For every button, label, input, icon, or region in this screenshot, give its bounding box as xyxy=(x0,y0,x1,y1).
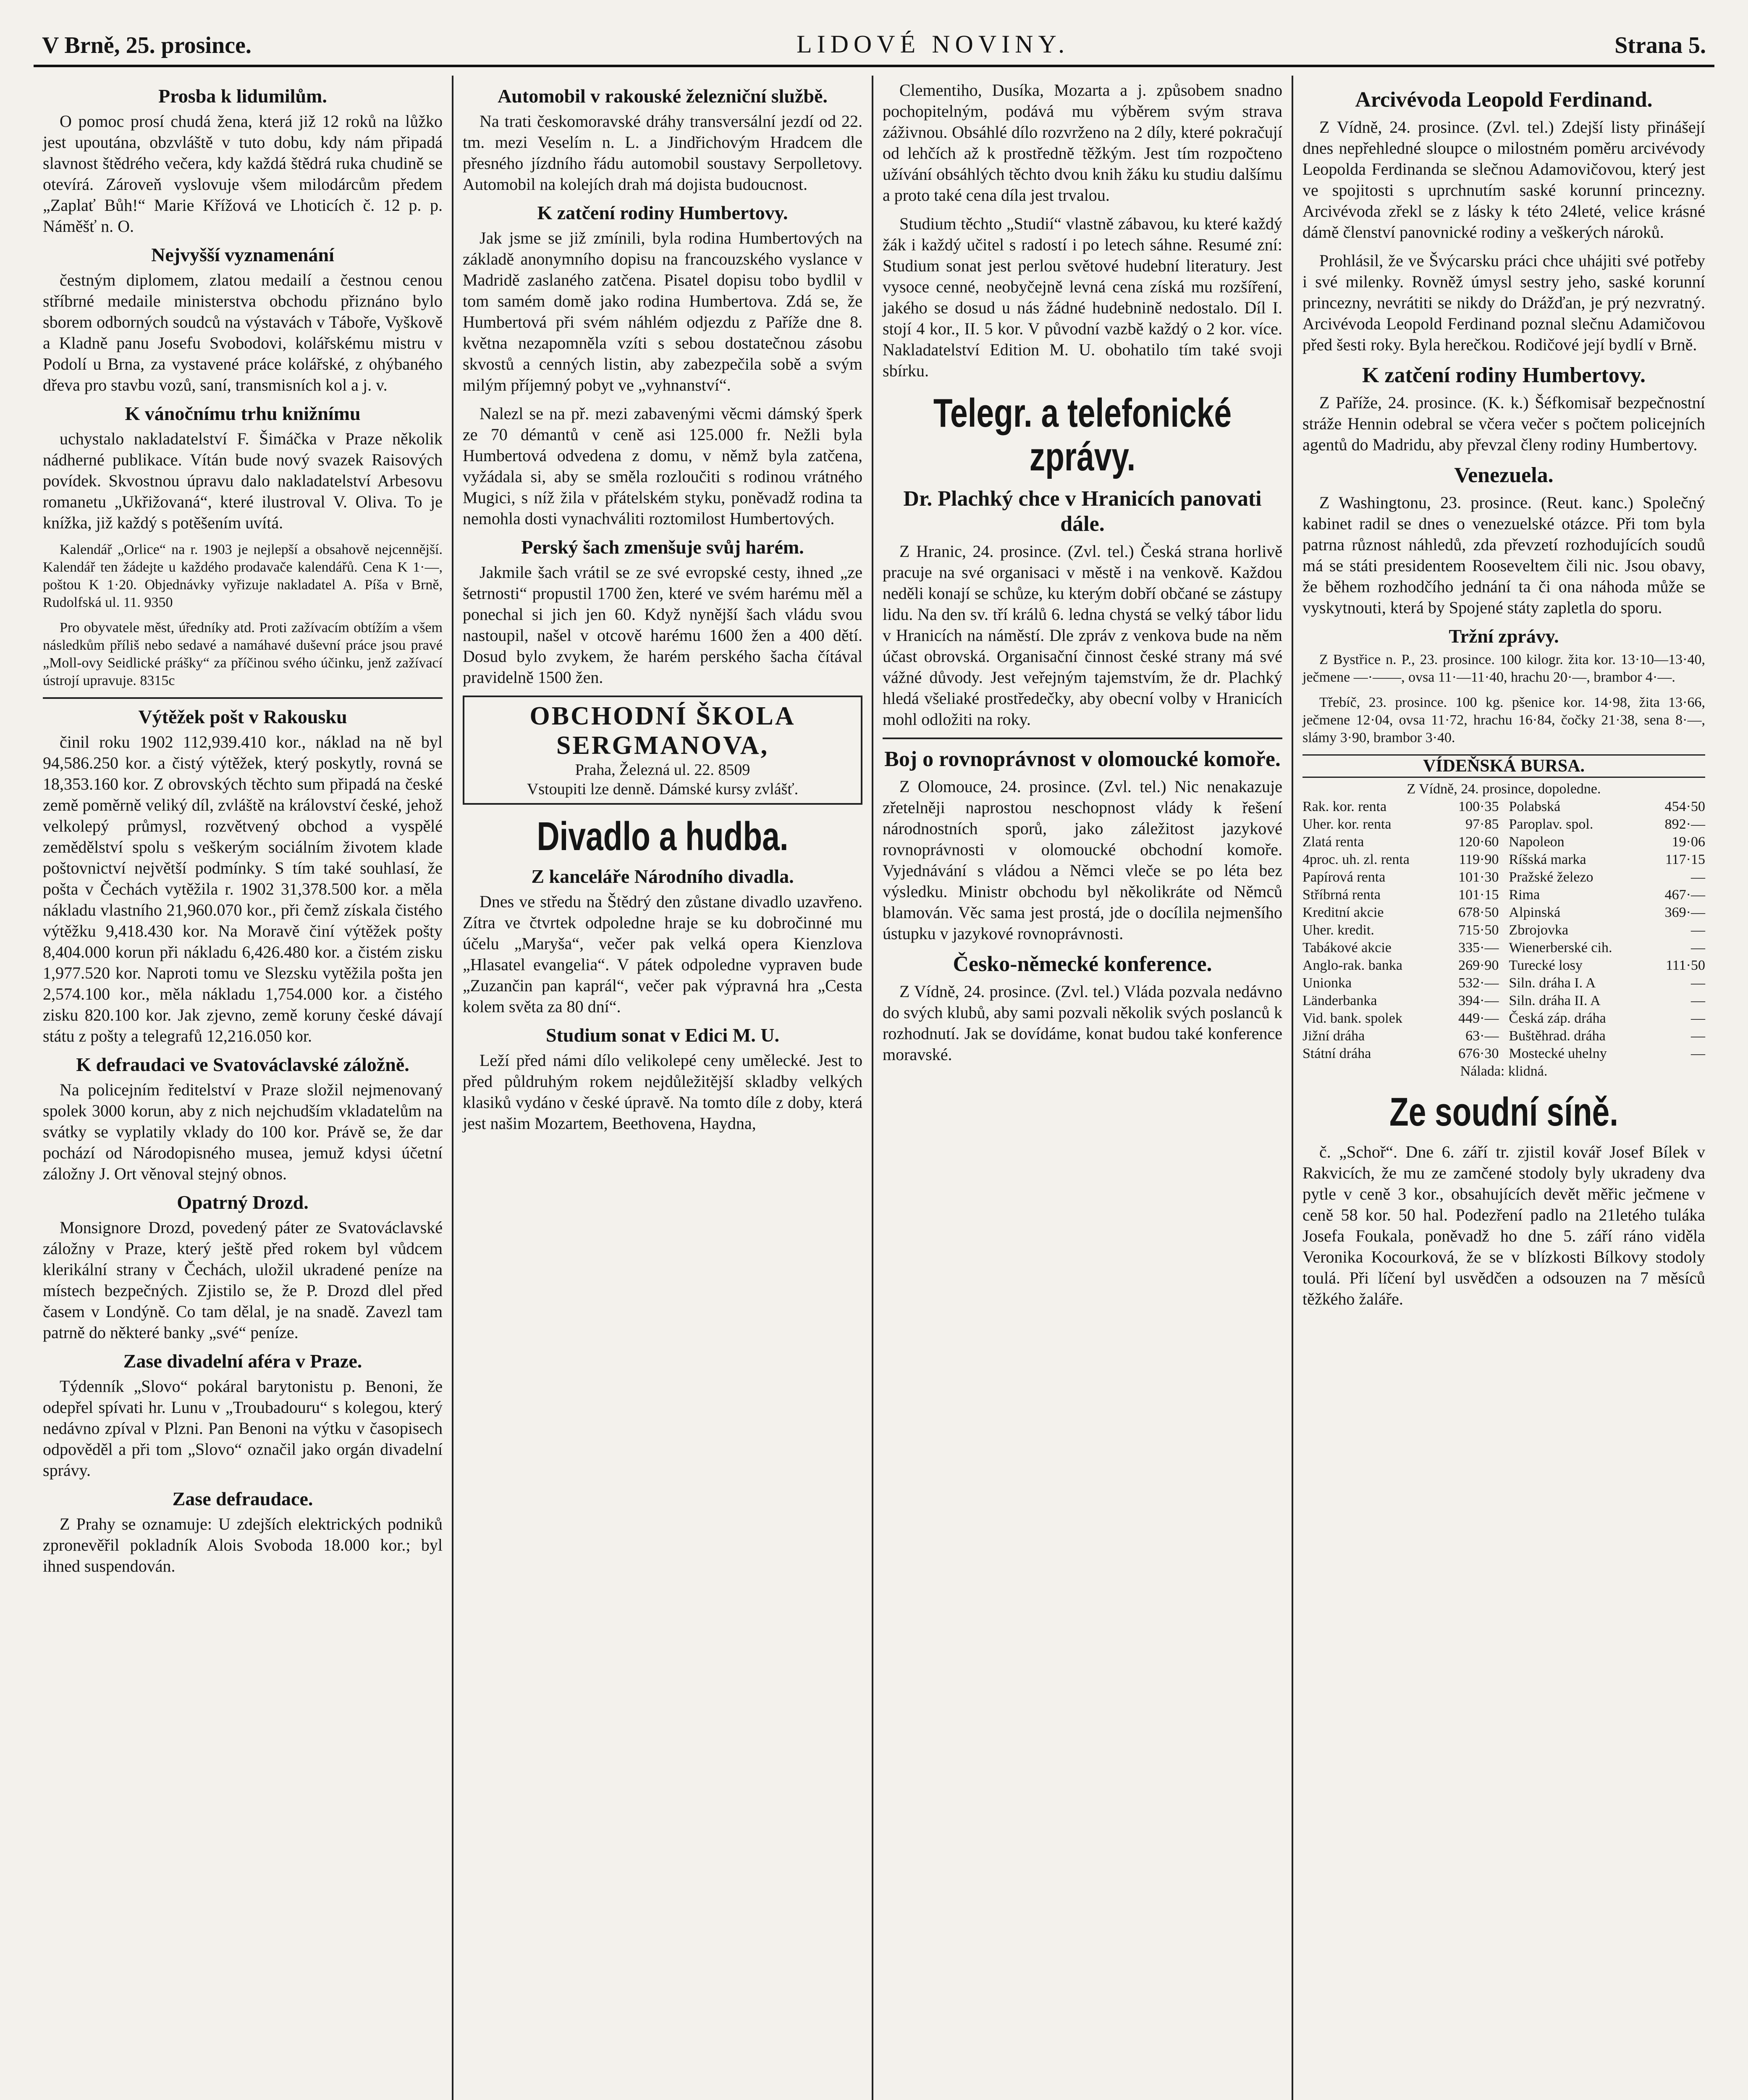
bourse-row xyxy=(1509,1027,1706,1045)
article-persky-sach: Jakmile šach vrátil se ze své evropské cesty, ihned „ze šetrnosti“ propustil 1700 žen, které ve svém harému měl a ponechal si jich jen 60. Když nynější šach vládu svou nastoupil, našel v otcově harému 1600 žen a 400 dětí. Dosud bylo zvykem, že harém perského šacha čítával pravidelně 1500 žen. xyxy=(463,563,862,687)
bourse-mood: Nálada: klidná. xyxy=(1460,1063,1548,1079)
article-opatrny-drozd: Monsignore Drozd, povedený páter ze Svatováclavské záložny v Praze, který ještě před rokem byl vůdcem klerikální strany v Čechách, uložil ukradené peníze na místech bezpečných. Zjistilo se, že P. Drozd dlel před časem v Londýně. Co tam dělal, je na snadě. Zavezl tam patrně do některé banky „své“ peníze. xyxy=(43,1218,443,1342)
bourse-item-value: — xyxy=(1691,922,1705,938)
bourse-item-name: Wienerberské cih. xyxy=(1509,940,1612,956)
bourse-row xyxy=(1302,921,1499,939)
article-arcivevoda-a: Z Vídně, 24. prosince. (Zvl. tel.) Zdejší listy přinášejí dnes nepřehledné sloupce o milostném poměru arcivévody Leopolda Ferdinanda se slečnou Adamovičovou, který jest ve spojitosti s uprchnutím saské korunní princezny. Arcivévoda zřekl se z lásky k této 24leté, velice krásné dámě členství panovnické rodiny a veškerých nároků. xyxy=(1302,118,1705,242)
bourse-row xyxy=(1509,886,1706,904)
article-prosba: O pomoc prosí chudá žena, která již 12 roků na lůžko jest upoutána, obzvláště v tuto dobu, kdy nám připadá slavnost štědrého večera, kdy každá štědrá ruka chudině se otevírá. Zároveň vyslovuje všem milodárcům předem „Zaplať Bůh!“ Marie Křížová ve Lhoticích č. 12 p. p. Náměšť n. O. xyxy=(43,112,443,236)
bourse-item-value: 97·85 xyxy=(1465,816,1499,832)
market-bystrice: Z Bystřice n. P., 23. prosince. 100 kilogr. žita kor. 13·10—13·40, ječmene —·——, ovsa 11·—11·40, hrachu 20·—, brambor 4·—. xyxy=(1302,652,1705,685)
bourse-item-name: Stříbrná renta xyxy=(1302,887,1381,903)
bourse-item-value: — xyxy=(1691,993,1705,1008)
bourse-item-value: 117·15 xyxy=(1665,852,1705,867)
heading-persky-sach: Perský šach zmenšuje svůj harém. xyxy=(521,536,804,558)
heading-cesko-nemecke: Česko-německé konference. xyxy=(953,952,1212,976)
heading-arcivevoda: Arcivévoda Leopold Ferdinand. xyxy=(1355,88,1653,112)
bourse-item-value: 19·06 xyxy=(1672,834,1705,850)
article-vyznamenani: čestným diplomem, zlatou medailí a čestnou cenou stříbrné medaile ministerstva obchodu přiznáno bylo sborem odborných soudců na výstavách v Táboře, Vyškově a Kladně panu Josefu Svobodovi, kolářskému mistru v Podolí u Brna, za vystavené práce kolářské, z ohýbaného dřeva pro stavbu vozů, saní, transmisních kol a j. v. xyxy=(43,270,443,394)
market-trebic: Třebíč, 23. prosince. 100 kg. pšenice kor. 14·98, žita 13·66, ječmene 12·04, ovsa 11·72, hrachu 16·84, čočky 21·38, sena 8·—, slámy 3·90, brambor 3·40. xyxy=(1302,695,1705,746)
article-venezuela: Z Washingtonu, 23. prosince. (Reut. kanc.) Společný kabinet radil se dnes o venezuelské otázce. Při tom byla patrna různost náhledů, zda převzetí rozhodujících soudů má se státi presidentem Rooseveltem čili nic. Jsou obavy, že během rozhodčího jednání ta či ona náhoda může se vyskytnouti, která by Spojené státy zapletla do sporu. xyxy=(1302,493,1705,617)
bourse-item-value: 119·90 xyxy=(1459,852,1499,867)
ad-obchodni-skola-note: Vstoupiti lze denně. Dámské kursy zvlášť. xyxy=(527,780,799,798)
bourse-item-value: 369·— xyxy=(1664,905,1705,920)
bourse-item-value: 532·— xyxy=(1458,975,1499,991)
article-arcivevoda-b: Prohlásil, že ve Švýcarsku práci chce uhájiti své potřeby i své milenky. Rovněž úmysl sestry jeho, saské korunní princezny, nevrátiti se nikdy do Drážďan, je prý nezvratný. Arcivévoda Leopold Ferdinand poznal slečnu Adamičovou před šesti roky. Byla herečkou. Rodičové její bydlí v Brně. xyxy=(1302,251,1705,354)
heading-narodni-divadlo: Z kanceláře Národního divadla. xyxy=(531,866,794,887)
heading-automobil: Automobil v rakouské železniční službě. xyxy=(498,85,828,107)
bourse-date: Z Vídně, 24. prosince, dopoledne. xyxy=(1407,781,1601,797)
article-olomoucka-komora: Z Olomouce, 24. prosince. (Zvl. tel.) Nic nenakazuje zřetelněji naprostou neschopnost vlády k řešení národnostních sporů, jako záležitost jazykové rovnoprávnosti v olomoucké obchodní komoře. Vyjednávání s vládou a Němci vleče se po léta bez výsledku. Ministr obchodu byl několikráte od Němců blamován. Věc sama jest prostá, jde o docílila nejmenšího ústupku v jazykové rovnoprávnosti. xyxy=(883,777,1282,943)
bourse-item-name: Alpinská xyxy=(1509,905,1561,920)
article-zase-defraudace: Z Prahy se oznamuje: U zdejších elektrických podniků zpronevěřil pokladník Alois Svoboda 18.000 kor.; byl ihned suspendován. xyxy=(43,1515,443,1575)
bourse-row xyxy=(1302,939,1499,957)
bourse-row xyxy=(1509,974,1706,992)
section-soudni-sin: Ze soudní síně. xyxy=(1389,1089,1619,1134)
bourse-item-name: Zbrojovka xyxy=(1509,922,1569,938)
masthead-page: Strana 5. xyxy=(1614,32,1706,58)
bourse-item-name: Polabská xyxy=(1509,799,1561,814)
bourse-item-name: Česká záp. dráha xyxy=(1509,1011,1606,1026)
bourse-row xyxy=(1509,1045,1706,1063)
article-studium-sonat-cont-a: Clementiho, Dusíka, Mozarta a j. způsobem snadno pochopitelným, podává mu výběrem svým strava záživnou. Obsáhlé dílo rozvrženo na 2 díly, které pokračují od lehčích až k prostředně těžkým. Jest tím rozpočteno užívání obsáhlých těchto dvou knih žáku ku studiu dalšímu a proto také cena díla jest trvalou. xyxy=(883,81,1282,205)
article-narodni-divadlo: Dnes ve středu na Štědrý den zůstane divadlo uzavřeno. Zítra ve čtvrtek odpoledne hraje se ku dobročinné mu účelu „Maryša“, večer pak velká opera Kienzlova „Hlasatel evangelia“. V pátek odpoledne vypraven bude „Zuzančin pan kaprál“, večer pak výpravná hra „Cesta kolem světa za 80 dní“. xyxy=(463,892,862,1016)
article-humbertovy-2: Z Paříže, 24. prosince. (K. k.) Šéfkomisař bezpečnostní stráže Hennin odebral se včera večer s počtem policejních agentů do Madridu, aby převzal členy rodiny Humbertovy. xyxy=(1302,393,1705,454)
bourse-item-value: 111·50 xyxy=(1666,958,1705,973)
bourse-item-value: 63·— xyxy=(1465,1028,1499,1044)
bourse-item-value: 394·— xyxy=(1458,993,1499,1008)
bourse-item-name: Buštěhrad. dráha xyxy=(1509,1028,1606,1044)
column-2 xyxy=(453,76,873,2100)
bourse-item-name: Turecké losy xyxy=(1509,958,1583,973)
bourse-item-name: Paroplav. spol. xyxy=(1509,816,1593,832)
bourse-row xyxy=(1509,816,1706,833)
bourse-row xyxy=(1302,869,1499,886)
bourse-row xyxy=(1509,939,1706,957)
bourse-item-name: Vid. bank. spolek xyxy=(1302,1011,1402,1026)
bourse-item-name: Mostecké uhelny xyxy=(1509,1046,1607,1061)
article-humbertovy-1a: Jak jsme se již zmínili, byla rodina Humbertových na základě anonymního dopisu na francouzského vyslance v Madridě zaslaného zatčena. Pisatel dopisu tobo bydlil v tom samém domě jako rodina Humbertova. Zdá se, že Humbertová při svém náhlém odjezdu z Paříže dne 8. května nezapomněla vzíti s sebou dostatečnou zásobu skvostů a cenných listin, aby zabezpečila sobě a svým milým příjemný pobyt ve „vyhnanství“. xyxy=(463,228,862,394)
bourse-row xyxy=(1509,904,1706,921)
article-automobil: Na trati českomoravské dráhy transversální jezdí od 22. tm. mezi Veselím n. L. a Jindřichovým Hradcem dle přesného jízdního řádu automobil soustavy Serpolletovy. Automobil na kolejích drah má dojista budoucnost. xyxy=(463,112,862,194)
bourse-row xyxy=(1509,1010,1706,1027)
bourse-row xyxy=(1509,921,1706,939)
bourse-item-value: 715·50 xyxy=(1458,922,1499,938)
bourse-item-value: — xyxy=(1691,975,1705,991)
bourse-item-value: 892·— xyxy=(1664,816,1705,832)
heading-plachky: Dr. Plachký chce v Hranicích panovati dále. xyxy=(903,487,1262,536)
bourse-row xyxy=(1302,904,1499,921)
bourse-item-value: — xyxy=(1691,940,1705,956)
ad-moll-prasky: Pro obyvatele měst, úředníky atd. Proti zažívacím obtížím a všem následkům příliš nebo sedavé a namáhavé duševní práce jsou pravé „Moll-ovy Seidlické prášky“ za příčinou svého účinku, jenž zažívací ústrojí upravuje. 8315c xyxy=(43,620,443,688)
article-cesko-nemecke: Z Vídně, 24. prosince. (Zvl. tel.) Vláda pozvala nedávno do svých klubů, aby sami pozvali několik svých poslanců k rozhodnutí. Jak se dovídáme, konat budou také konference moravské. xyxy=(883,982,1282,1064)
bourse-item-name: Siln. dráha II. A xyxy=(1509,993,1601,1008)
column-4 xyxy=(1293,76,1714,2100)
ad-obchodni-skola-address: Praha, Železná ul. 22. 8509 xyxy=(575,761,750,779)
heading-humbertovy-2: K zatčení rodiny Humbertovy. xyxy=(1362,363,1646,387)
section-telegr-zpravy: Telegr. a telefonické zprávy. xyxy=(933,391,1232,479)
bourse-item-value: 678·50 xyxy=(1458,905,1499,920)
bourse-item-name: Länderbanka xyxy=(1302,993,1377,1008)
bourse-item-value: — xyxy=(1691,1046,1705,1061)
bourse-row xyxy=(1302,833,1499,851)
article-soudni-sin: č. „Schoř“. Dne 6. září tr. zjistil kovář Josef Bílek v Rakvicích, že mu ze zamčené stodoly byly ukradeny dva pytle v ceně 3 kor., obsahujících devět měřic ječmene v ceně 58 kor. 50 hal. Podezření padlo na 21letého tuláka Josefa Foukala, poněvadž ho dne 5. září ráno viděla Veronika Kocourková, že se v blízkosti Bílkovy stodoly toulá. Při líčení byl usvědčen a odsouzen na 7 měsíců těžkého žaláře. xyxy=(1302,1142,1705,1308)
bourse-row xyxy=(1302,957,1499,974)
bourse-item-name: Rak. kor. renta xyxy=(1302,799,1387,814)
newspaper-page xyxy=(34,17,1714,2100)
heading-videnska-bursa: VÍDEŇSKÁ BURSA. xyxy=(1302,754,1705,778)
bourse-item-value: 449·— xyxy=(1458,1011,1499,1026)
bourse-item-value: 454·50 xyxy=(1664,799,1705,814)
heading-opatrny-drozd: Opatrný Drozd. xyxy=(177,1192,309,1213)
heading-trzni-zpravy: Tržní zprávy. xyxy=(1449,625,1559,647)
bourse-item-value: 101·30 xyxy=(1458,869,1499,885)
heading-olomoucka-komora: Boj o rovnoprávnost v olomoucké komoře. xyxy=(884,747,1281,771)
heading-prosba: Prosba k lidumilům. xyxy=(158,85,327,107)
bourse-item-value: — xyxy=(1691,1011,1705,1026)
masthead-title: LIDOVÉ NOVINY. xyxy=(796,30,1070,58)
bourse-row xyxy=(1509,833,1706,851)
ad-obchodni-skola-title: OBCHODNÍ ŠKOLA SERGMANOVA, xyxy=(529,702,796,760)
bourse-item-name: Napoleon xyxy=(1509,834,1565,850)
bourse-item-name: Pražské železo xyxy=(1509,869,1593,885)
bourse-item-value: 100·35 xyxy=(1458,799,1499,814)
bourse-row xyxy=(1302,1045,1499,1063)
bourse-item-name: Papírová renta xyxy=(1302,869,1386,885)
bourse-row xyxy=(1302,886,1499,904)
bourse-item-name: Uher. kredit. xyxy=(1302,922,1374,938)
heading-vyznamenani: Nejvyšší vyznamenání xyxy=(151,244,334,265)
divider xyxy=(43,697,443,699)
article-vanocni-trh: uchystalo nakladatelství F. Šimáčka v Praze několik nádherné publikace. Vítán bude nový svazek Raisových povídek. Skvostnou úpravu dalo nakladatelství Arbesovu romanetu „Ukřižovaná“, které ilustroval V. Oliva. To je knížka, již každý s potěšením uvítá. xyxy=(43,429,443,532)
bourse-item-name: Uher. kor. renta xyxy=(1302,816,1392,832)
bourse-item-name: Kreditní akcie xyxy=(1302,905,1384,920)
divider xyxy=(883,738,1282,739)
article-humbertovy-1b: Nalezl se na př. mezi zabavenými věcmi dámský šperk ze 70 démantů v ceně asi 125.000 fr. Nežli byla Humbertová odvedena z domu, v němž byla zatčena, vyžádala si, aby se směla rozloučiti s rodinou vrátného Mugici, s níž žila v přátelském styku, poněvadž rodina ta nemohla dosti vynachváliti roztomilost Humbertových. xyxy=(463,404,862,528)
bourse-item-name: Unionka xyxy=(1302,975,1352,991)
bourse-row xyxy=(1302,992,1499,1010)
bourse-item-value: 120·60 xyxy=(1458,834,1499,850)
bourse-item-value: — xyxy=(1691,1028,1705,1044)
bourse-item-name: Siln. dráha I. A xyxy=(1509,975,1596,991)
bourse-item-name: Státní dráha xyxy=(1302,1046,1371,1061)
bourse-item-name: Tabákové akcie xyxy=(1302,940,1392,956)
bourse-item-value: 467·— xyxy=(1664,887,1705,903)
bourse-row xyxy=(1302,1010,1499,1027)
columns xyxy=(34,76,1714,2100)
bourse-item-name: 4proc. uh. zl. renta xyxy=(1302,852,1410,867)
heading-divadelni-afera: Zase divadelní aféra v Praze. xyxy=(123,1350,362,1372)
bourse-item-name: Jižní dráha xyxy=(1302,1028,1365,1044)
heading-venezuela: Venezuela. xyxy=(1454,463,1554,487)
bourse-row xyxy=(1509,851,1706,869)
article-divadelni-afera: Týdenník „Slovo“ pokáral barytonistu p. Benoni, že odepřel spívati hr. Lunu v „Troubadouru“ s kolegou, který nedávno zpíval v Plzni. Pan Benoni na výtku v časopisech odpověděl a při tom „Slovo“ označil jako orgán divadelní správy. xyxy=(43,1377,443,1480)
bourse-table xyxy=(1302,798,1705,1063)
bourse-item-value: 335·— xyxy=(1458,940,1499,956)
heading-defraudace-zalozna: K defraudaci ve Svatováclavské záložně. xyxy=(76,1054,409,1075)
bourse-row xyxy=(1302,1027,1499,1045)
bourse-row xyxy=(1302,816,1499,833)
heading-vytezek-post: Výtěžek pošt v Rakousku xyxy=(138,706,347,727)
heading-vanocni-trh: K vánočnímu trhu knižnímu xyxy=(125,403,361,424)
bourse-item-value: 269·90 xyxy=(1458,958,1499,973)
bourse-row xyxy=(1509,957,1706,974)
bourse-item-value: 676·30 xyxy=(1458,1046,1499,1061)
heading-studium-sonat: Studium sonat v Edici M. U. xyxy=(546,1024,779,1046)
bourse-item-name: Zlatá renta xyxy=(1302,834,1364,850)
ad-kalendar-orlice: Kalendář „Orlice“ na r. 1903 je nejlepší a obsahově nejcennější. Kalendář ten žádejte u každého prodavače kalendářů. Cena K 1·—, poštou K 1·20. Objednávky vyřizuje nakladatel A. Píša v Brně, Rudolfská ul. 11. 9350 xyxy=(43,542,443,610)
article-studium-sonat: Leží před námi dílo velikolepé ceny umělecké. Jest to před půldruhým rokem nejdůležitější skladby velkých klasiků vydáno v české úpravě. Na tomto díle z doby, která jest našim Mozartem, Beethovena, Haydna, xyxy=(463,1051,862,1133)
heading-humbertovy-1: K zatčení rodiny Humbertovy. xyxy=(537,202,788,223)
section-divadlo-hudba: Divadlo a hudba. xyxy=(537,814,789,859)
column-1 xyxy=(34,76,453,2100)
article-studium-sonat-cont-b: Studium těchto „Studií“ vlastně zábavou, ku které každý žák i každý učitel s radostí i po letech sáhne. Resumé zní: Studium sonat jest perlou světové hudební literatury. Jest vysoce cenné, neobyčejně levná cena získá mu rozšíření, jakého se dosud u nás žádné hudebnině nedostalo. Díl I. stojí 4 kor., II. 5 kor. V původní vazbě každý o 2 kor. více. Nakladatelství Edition M. U. obohatilo tím také svoji sbírku. xyxy=(883,214,1282,380)
bourse-item-name: Anglo-rak. banka xyxy=(1302,958,1402,973)
bourse-item-value: — xyxy=(1691,869,1705,885)
bourse-row xyxy=(1509,869,1706,886)
article-vytezek-post: činil roku 1902 112,939.410 kor., náklad na ně byl 94,586.250 kor. a čistý výtěžek, který poskytly, rovná se 18,353.160 kor. Z obrovských těchto sum připadá na české země poměrně veliký díl, zvláště na království české, jehož velkolepý průmysl, rozvětvený obchod a vyspělé zemědělství spolu s veškerým sociálním životem klade poštovnictví největší podmínky. S tím také souhlasí, že pošta v Čechách vytěžila r. 1902 31,378.500 kor. a měla nákladu vlastního 21,960.070 kor., při čemž získala čistého výtěžku 9,418.430 kor. Na Moravě činí výtěžek pošty 8,404.000 korun při nákladu 6,426.480 kor. a čistém zisku 1,977.520 kor. Naproti tomu ve Slezsku vytěžila pošta jen 2,574.100 kor., měla nákladu 1,754.000 kor. a čistého zisku 820.100 kor. Jak zjevno, země koruny české dávají státu z pošty a telegrafů 12,216.050 kor. xyxy=(43,732,443,1045)
bourse-row xyxy=(1509,798,1706,816)
masthead-date: V Brně, 25. prosince. xyxy=(42,32,252,58)
bourse-row xyxy=(1302,798,1499,816)
bourse-item-name: Rima xyxy=(1509,887,1540,903)
heading-zase-defraudace: Zase defraudace. xyxy=(172,1488,313,1509)
bourse-row xyxy=(1302,851,1499,869)
masthead xyxy=(34,17,1714,67)
column-3 xyxy=(873,76,1293,2100)
ad-obchodni-skola xyxy=(463,696,862,805)
article-plachky: Z Hranic, 24. prosince. (Zvl. tel.) Česká strana horlivě pracuje na své organisaci v městě i na venkově. Každou neděli konají se schůze, ku kterým dobří občané se zástupy lidu. Na den sv. tří králů 6. ledna chystá se velký tábor lidu v Hranicích na náměstí. Dle zpráv z venkova bude na něm účast obrovská. Organisační činnost české strany má své vážné důvody. Jest veřejným tajemstvím, že dr. Plachký hledá všeliaké prostředečky, aby obecní volby v Hranicích mohl odložiti na roky. xyxy=(883,542,1282,729)
bourse-row xyxy=(1302,974,1499,992)
bourse-row xyxy=(1509,992,1706,1010)
bourse-item-value: 101·15 xyxy=(1458,887,1499,903)
article-defraudace-zalozna: Na policejním ředitelství v Praze složil nejmenovaný spolek 3000 korun, aby z nich nejchudším vkladatelům na svátky se vyplatily vklady do 100 kor. Právě se, že dar pochází od Národopisného musea, jemuž kdysi účetní záložny J. Ort věnoval stejný obnos. xyxy=(43,1080,443,1183)
bourse-item-name: Ríšská marka xyxy=(1509,852,1586,867)
